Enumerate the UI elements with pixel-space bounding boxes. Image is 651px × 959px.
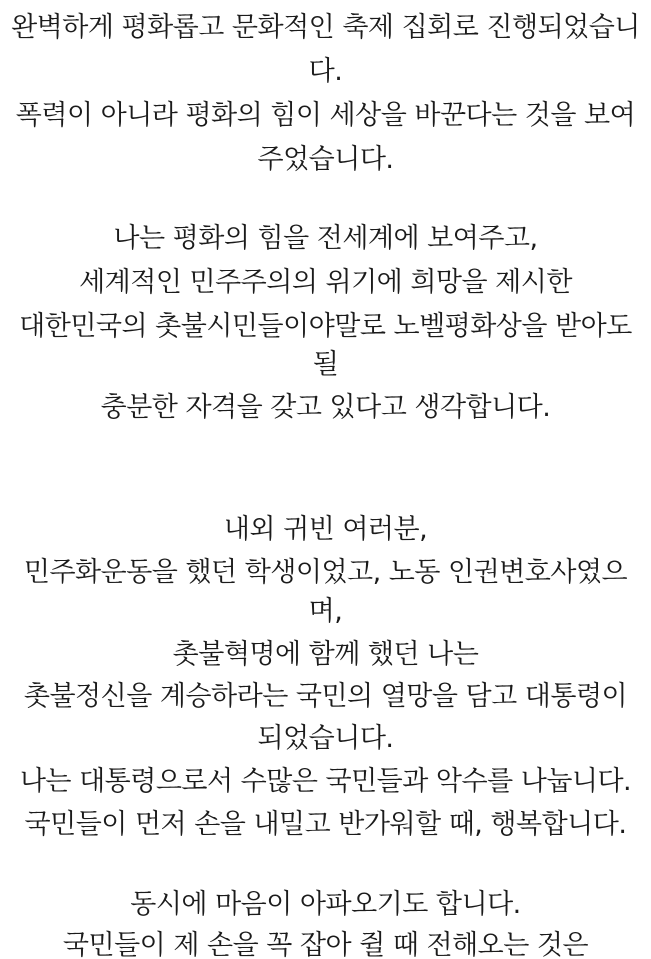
text-line: 될	[312, 349, 339, 380]
text-line: 나는 대통령으로서 수많은 국민들과 악수를 나눕니다.	[19, 766, 632, 797]
text-line: 세계적인 민주주의의 위기에 희망을 제시한	[79, 267, 572, 298]
text-line: 촛불정신을 계승하라는 국민의 열망을 담고 대통령이	[23, 681, 628, 712]
text-line: 폭력이 아니라 평화의 힘이 세상을 바꾼다는 것을 보여	[15, 100, 636, 131]
text-line: 다.	[308, 56, 343, 87]
text-line: 완벽하게 평화롭고 문화적인 축제 집회로 진행되었습니	[11, 12, 640, 43]
text-line: 며,	[308, 596, 343, 627]
text-line: 내외 귀빈 여러분,	[223, 514, 428, 545]
text-line: 되었습니다.	[257, 723, 394, 754]
text-line: 동시에 마음이 아파오기도 합니다.	[130, 889, 521, 920]
text-line: 국민들이 먼저 손을 내밀고 반가워할 때, 행복합니다.	[24, 809, 627, 840]
text-line: 국민들이 제 손을 꼭 잡아 쥘 때 전해오는 것은	[62, 930, 589, 959]
text-line: 민주화운동을 했던 학생이었고, 노동 인권변호사였으	[23, 557, 628, 588]
text-line: 나는 평화의 힘을 전세계에 보여주고,	[113, 223, 538, 254]
text-line: 촛불혁명에 함께 했던 나는	[172, 639, 479, 670]
text-line: 주었습니다.	[257, 144, 394, 175]
text-line: 충분한 자격을 갖고 있다고 생각합니다.	[100, 392, 551, 423]
text-line: 대한민국의 촛불시민들이야말로 노벨평화상을 받아도	[19, 311, 632, 342]
